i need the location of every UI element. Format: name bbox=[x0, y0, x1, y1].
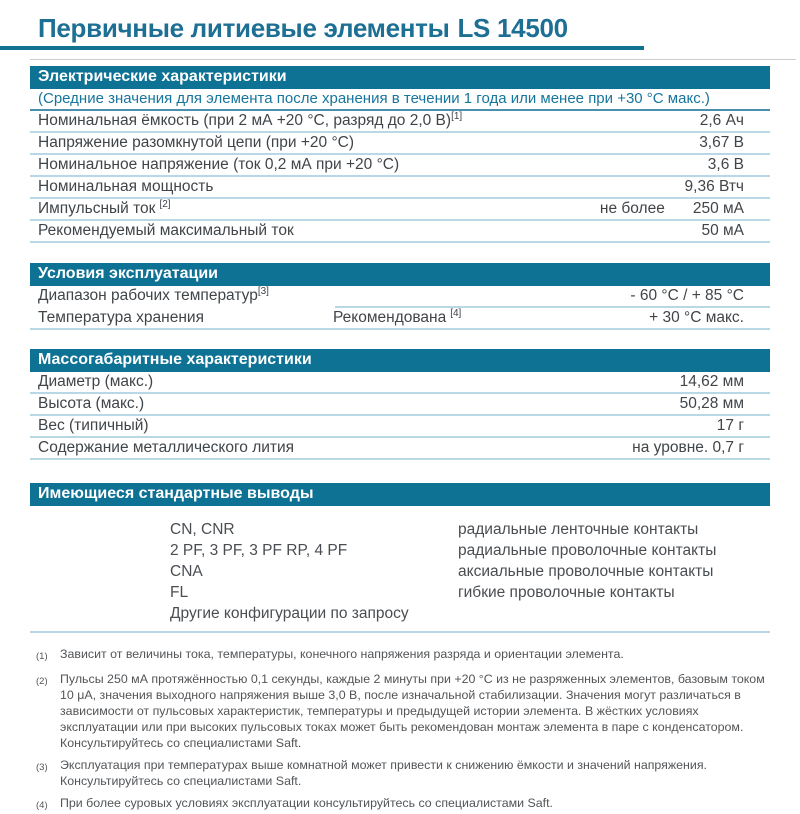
footnotes bbox=[36, 646, 770, 814]
footnote-4 bbox=[36, 795, 770, 814]
footnote-ref-3: [3] bbox=[257, 285, 269, 297]
spec-row-lithium-content bbox=[30, 438, 770, 460]
spec-value: 2,6 Ач bbox=[699, 112, 744, 129]
section-electrical-header bbox=[30, 66, 770, 89]
footnote-text: Пульсы 250 мА протяжённостью 0,1 секунды, каждые 2 минуты при +20 °C из не разряженных элементов, базовым током 10 μA, значения выходного напряжения выше 3,0 В, после изначальной стабилизации. Значения могут различаться в зависимости от пульсовых характеристик, температуры и предыдущей истории элемента. В жёстких условиях эксплуатации или при высоких пульсовых токах может быть рекомендован монтаж элемента в паре с конденсатором. Консультируйтесь со специалистами Saft. bbox=[60, 672, 765, 750]
spec-label: Диапазон рабочих температур[3] bbox=[38, 285, 269, 304]
spec-value: - 60 °C / + 85 °C bbox=[630, 287, 744, 304]
spec-row-open-circuit-voltage bbox=[30, 133, 770, 155]
spec-label: Номинальная мощность bbox=[38, 178, 214, 195]
spec-value: 3,67 В bbox=[699, 134, 744, 151]
title-underline bbox=[0, 46, 644, 50]
page-title-text: Первичные литиевые элементы bbox=[38, 13, 450, 43]
section-physical bbox=[30, 349, 770, 460]
termination-description: аксиальные проволочные контакты bbox=[458, 563, 714, 580]
termination-code: Другие конфигурации по запросу bbox=[170, 605, 409, 622]
section-operating bbox=[30, 263, 770, 330]
footnote-marker: (2) bbox=[36, 676, 48, 687]
footnote-3 bbox=[36, 757, 770, 789]
spec-qualifier: не более bbox=[599, 200, 665, 217]
section-electrical-title: Электрические характеристики bbox=[38, 68, 287, 85]
spec-label: Напряжение разомкнутой цепи (при +20 °C) bbox=[38, 134, 355, 151]
top-hairline-divider bbox=[30, 59, 796, 60]
spec-value: на уровне. 0,7 г bbox=[632, 439, 744, 456]
spec-row-storage-temperature bbox=[30, 308, 770, 330]
spec-row-diameter bbox=[30, 372, 770, 394]
spec-label: Рекомендуемый максимальный ток bbox=[38, 222, 294, 239]
spec-value: 3,6 В bbox=[707, 156, 744, 173]
termination-descriptions-column bbox=[458, 519, 770, 624]
footnote-2 bbox=[36, 671, 770, 751]
spec-label: Высота (макс.) bbox=[38, 395, 145, 412]
spec-label: Номинальное напряжение (ток 0,2 мА при +20 °C) bbox=[38, 156, 400, 173]
footnote-ref-1: [1] bbox=[451, 110, 463, 122]
spec-label: Вес (типичный) bbox=[38, 417, 149, 434]
spec-value: 17 г bbox=[716, 417, 744, 434]
spec-value: 250 мА bbox=[692, 200, 744, 217]
footnote-text: Эксплуатация при температурах выше комнатной может привести к снижению ёмкости и значений напряжения. Консультируйтесь со специалистами Saft. bbox=[60, 758, 707, 788]
spec-row-height bbox=[30, 394, 770, 416]
spec-row-nominal-power bbox=[30, 177, 770, 199]
spec-row-pulse-current bbox=[30, 199, 770, 221]
section-physical-title: Массогабаритные характеристики bbox=[38, 351, 312, 368]
footnote-text: Зависит от величины тока, температуры, конечного напряжения разряда и ориентации элемента. bbox=[60, 647, 624, 661]
spec-row-max-recommended-current bbox=[30, 221, 770, 243]
section-terminations bbox=[30, 483, 770, 633]
footnote-marker: (3) bbox=[36, 762, 48, 773]
section-electrical-subtitle bbox=[30, 89, 770, 111]
spec-row-nominal-voltage bbox=[30, 155, 770, 177]
spec-label: Номинальная ёмкость (при 2 мА +20 °C, разряд до 2,0 В)[1] bbox=[38, 110, 463, 129]
termination-code: CN, CNR bbox=[170, 521, 235, 538]
section-terminations-header bbox=[30, 483, 770, 506]
termination-description: радиальные проволочные контакты bbox=[458, 542, 717, 559]
footnote-ref-2: [2] bbox=[159, 198, 171, 210]
termination-code: CNA bbox=[170, 563, 203, 580]
footnote-text: При более суровых условиях эксплуатации консультируйтесь со специалистами Saft. bbox=[60, 796, 553, 810]
footnote-marker: (4) bbox=[36, 800, 48, 811]
spec-value: 14,62 мм bbox=[679, 373, 744, 390]
spec-value: + 30 °C макс. bbox=[649, 309, 744, 326]
spec-row-nominal-capacity bbox=[30, 111, 770, 133]
spec-label: Диаметр (макс.) bbox=[38, 373, 154, 390]
page-title-model: LS 14500 bbox=[457, 13, 568, 43]
spec-value: 9,36 Втч bbox=[684, 178, 744, 195]
footnote-1 bbox=[36, 646, 770, 665]
footnote-marker: (1) bbox=[36, 651, 48, 662]
spec-value: 50,28 мм bbox=[679, 395, 744, 412]
page-title bbox=[38, 13, 800, 43]
termination-code: 2 PF, 3 PF, 3 PF RP, 4 PF bbox=[170, 542, 348, 559]
spec-label: Импульсный ток [2] bbox=[38, 198, 171, 217]
section-operating-title: Условия эксплуатации bbox=[38, 265, 218, 282]
section-terminations-title: Имеющиеся стандартные выводы bbox=[38, 485, 314, 502]
termination-code: FL bbox=[170, 584, 189, 601]
section-physical-header bbox=[30, 349, 770, 372]
terminations-table bbox=[30, 506, 770, 629]
spec-row-weight bbox=[30, 416, 770, 438]
spec-label: Содержание металлического лития bbox=[38, 439, 295, 456]
terminations-bottom-divider bbox=[30, 631, 770, 633]
termination-description: радиальные ленточные контакты bbox=[458, 521, 699, 538]
section-electrical bbox=[30, 66, 770, 243]
spec-value: 50 мА bbox=[701, 222, 744, 239]
termination-codes-column bbox=[170, 519, 458, 624]
footnote-ref-4: [4] bbox=[450, 307, 462, 319]
datasheet-page bbox=[0, 13, 800, 814]
termination-description: гибкие проволочные контакты bbox=[458, 584, 675, 601]
spec-label: Температура хранения bbox=[38, 309, 204, 326]
spec-row-operating-temperature-range bbox=[30, 286, 770, 306]
section-operating-header bbox=[30, 263, 770, 286]
section-electrical-subtitle-text: (Средние значения для элемента после хранения в течении 1 года или менее при +30 °C макс.) bbox=[38, 90, 710, 107]
spec-qualifier: Рекомендована [4] bbox=[333, 307, 462, 326]
